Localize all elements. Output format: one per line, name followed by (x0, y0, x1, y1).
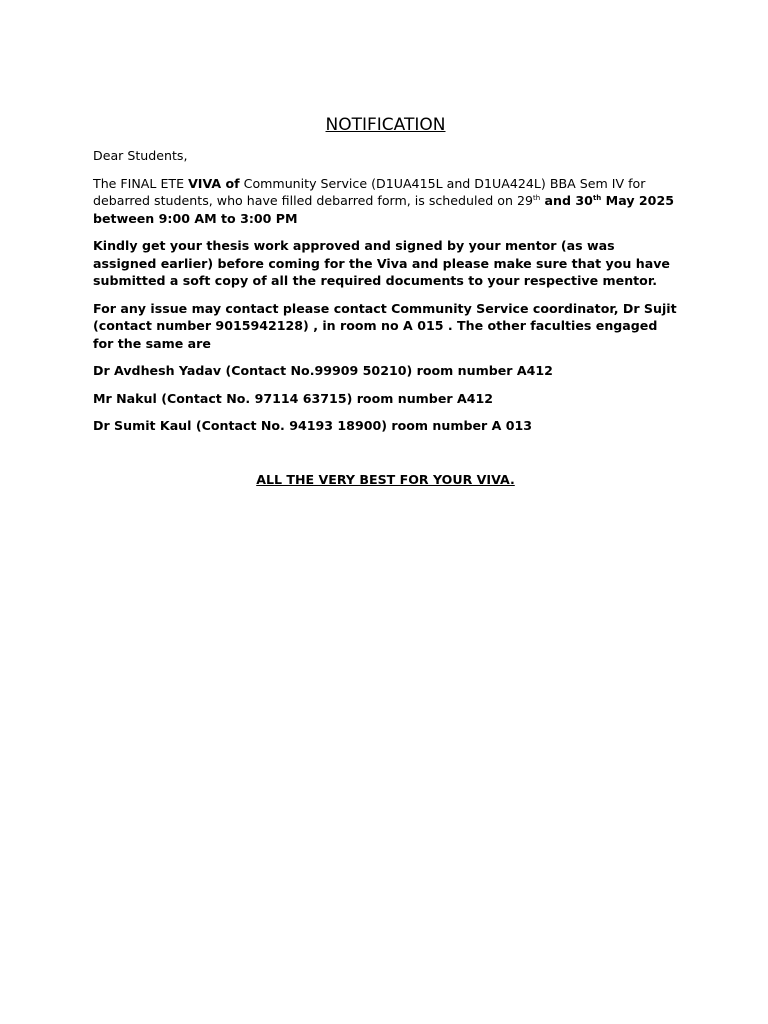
faculty-item: Dr Sumit Kaul (Contact No. 94193 18900) room number A 013 (93, 418, 533, 433)
schedule-sup-2: th (592, 193, 602, 202)
schedule-text-1: The FINAL ETE (93, 175, 189, 191)
contact-paragraph: For any issue may contact please contact Community Service coordinator, Dr Sujit (contact number 9015942128) , in room no A 015 . The other faculties engaged for the same are (93, 300, 677, 351)
viva-schedule-paragraph (93, 175, 678, 228)
faculty-item: Mr Nakul (Contact No. 97114 63715) room number A412 (93, 390, 493, 406)
faculty-item: Dr Avdhesh Yadav (Contact No.99909 50210) room number A412 (93, 363, 553, 378)
greeting: Dear Students, (93, 148, 188, 163)
notification-title: NOTIFICATION (325, 115, 446, 135)
closing-message: ALL THE VERY BEST FOR YOUR VIVA. (256, 471, 515, 487)
schedule-bold-time: May 2025 between 9:00 AM to 3:00 PM (93, 193, 674, 226)
instructions-paragraph: Kindly get your thesis work approved and signed by your mentor (as was assigned earlier) before coming for the Viva and please make sure that you have submitted a soft copy of all the required documents to your respective mentor. (93, 238, 670, 288)
schedule-bold-date: and 30 (540, 193, 593, 208)
document-page (93, 113, 678, 488)
schedule-sup-1: th (532, 193, 541, 202)
schedule-text-2: Community Service (D1UA415L and D1UA424L) BBA Sem IV for debarred students, who have filled debarred form, is scheduled on 29 (93, 175, 646, 208)
schedule-bold-viva: VIVA of (188, 175, 240, 191)
